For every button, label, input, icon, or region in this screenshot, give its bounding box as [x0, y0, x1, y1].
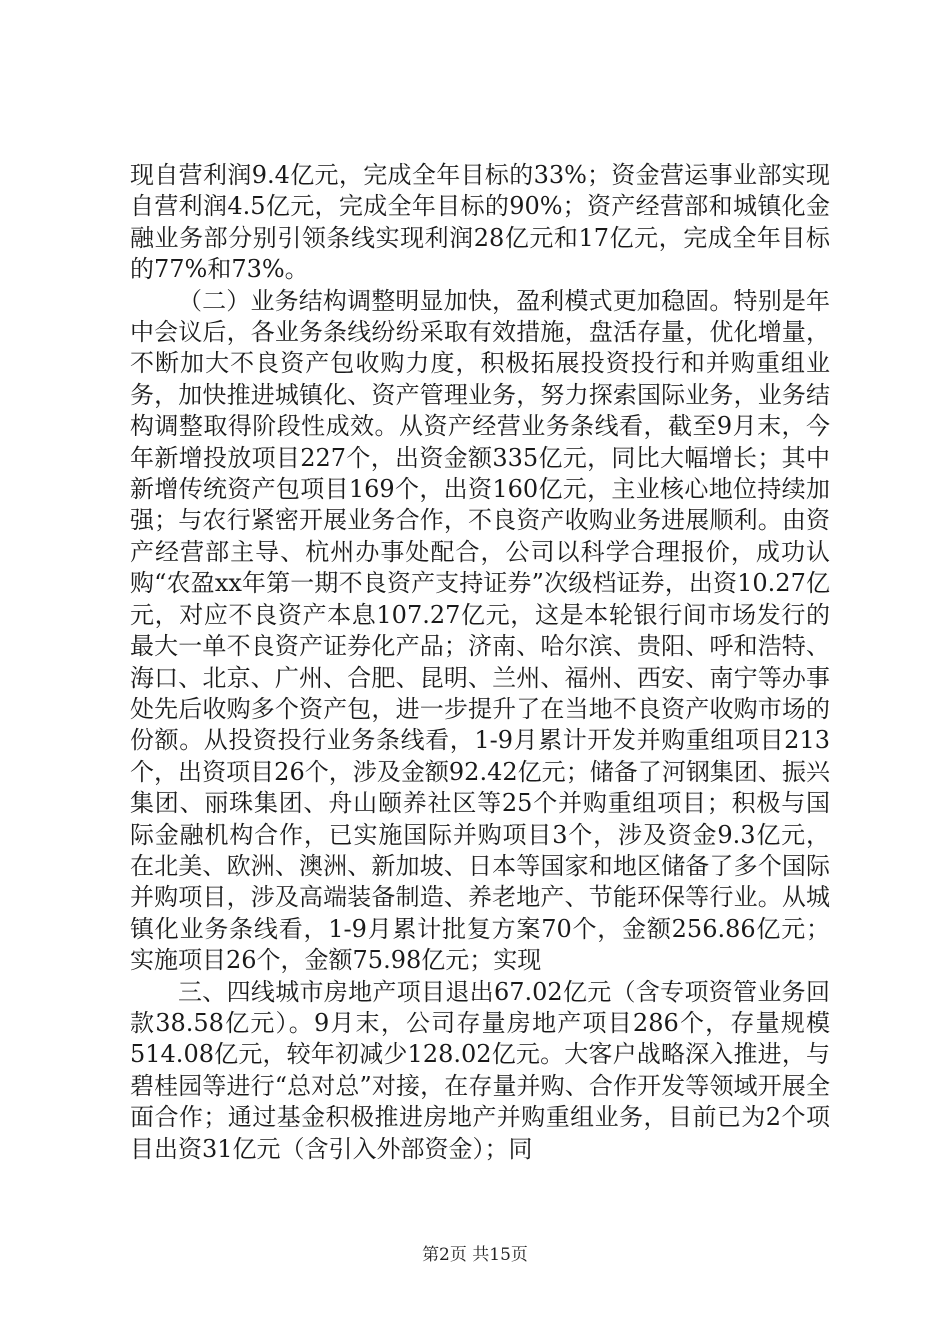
paragraph-real-estate: 三、四线城市房地产项目退出67.02亿元（含专项资管业务回款38.58亿元）。9月末，公司存量房地产项目286个，存量规模514.08亿元，较年初减少128.02亿元。大客户战略深入推进，与碧桂园等进行“总对总”对接，在存量并购、合作开发等领域开展全面合作；通过基金积极推进房地产并购重组业务，目前已为2个项目出资31亿元（含引入外部资金）；同	[130, 977, 830, 1163]
paragraph-business-structure: （二）业务结构调整明显加快，盈利模式更加稳固。特别是年中会议后，各业务条线纷纷采取有效措施，盘活存量，优化增量，不断加大不良资产包收购力度，积极拓展投资投行和并购重组业务，加快推进城镇化、资产管理业务，努力探索国际业务，业务结构调整取得阶段性成效。从资产经营业务条线看，截至9月末，今年新增投放项目227个，出资金额335亿元，同比大幅增长；其中新增传统资产包项目169个，出资160亿元，主业核心地位持续加强；与农行紧密开展业务合作，不良资产收购业务进展顺利。由资产经营部主导、杭州办事处配合，公司以科学合理报价，成功认购“农盈xx年第一期不良资产支持证券”次级档证券，出资10.27亿元，对应不良资产本息107.27亿元，这是本轮银行间市场发行的最大一单不良资产证券化产品；济南、哈尔滨、贵阳、呼和浩特、海口、北京、广州、合肥、昆明、兰州、福州、西安、南宁等办事处先后收购多个资产包，进一步提升了在当地不良资产收购市场的份额。从投资投行业务条线看，1-9月累计开发并购重组项目213个，出资项目26个，涉及金额92.42亿元；储备了河钢集团、振兴集团、丽珠集团、舟山颐养社区等25个并购重组项目；积极与国际金融机构合作，已实施国际并购项目3个，涉及资金9.3亿元，在北美、欧洲、澳洲、新加坡、日本等国家和地区储备了多个国际并购项目，涉及高端装备制造、养老地产、节能环保等行业。从城镇化业务条线看，1-9月累计批复方案70个，金额256.86亿元；实施项目26个，金额75.98亿元；实现	[130, 286, 830, 975]
page-number-footer: 第2页 共15页	[422, 1245, 528, 1265]
document-body	[130, 160, 830, 1165]
paragraph-profit-summary: 现自营利润9.4亿元，完成全年目标的33%；资金营运事业部实现自营利润4.5亿元，完成全年目标的90%；资产经营部和城镇化金融业务部分别引领条线实现利润28亿元和17亿元，完成全年目标的77%和73%。	[130, 161, 830, 284]
